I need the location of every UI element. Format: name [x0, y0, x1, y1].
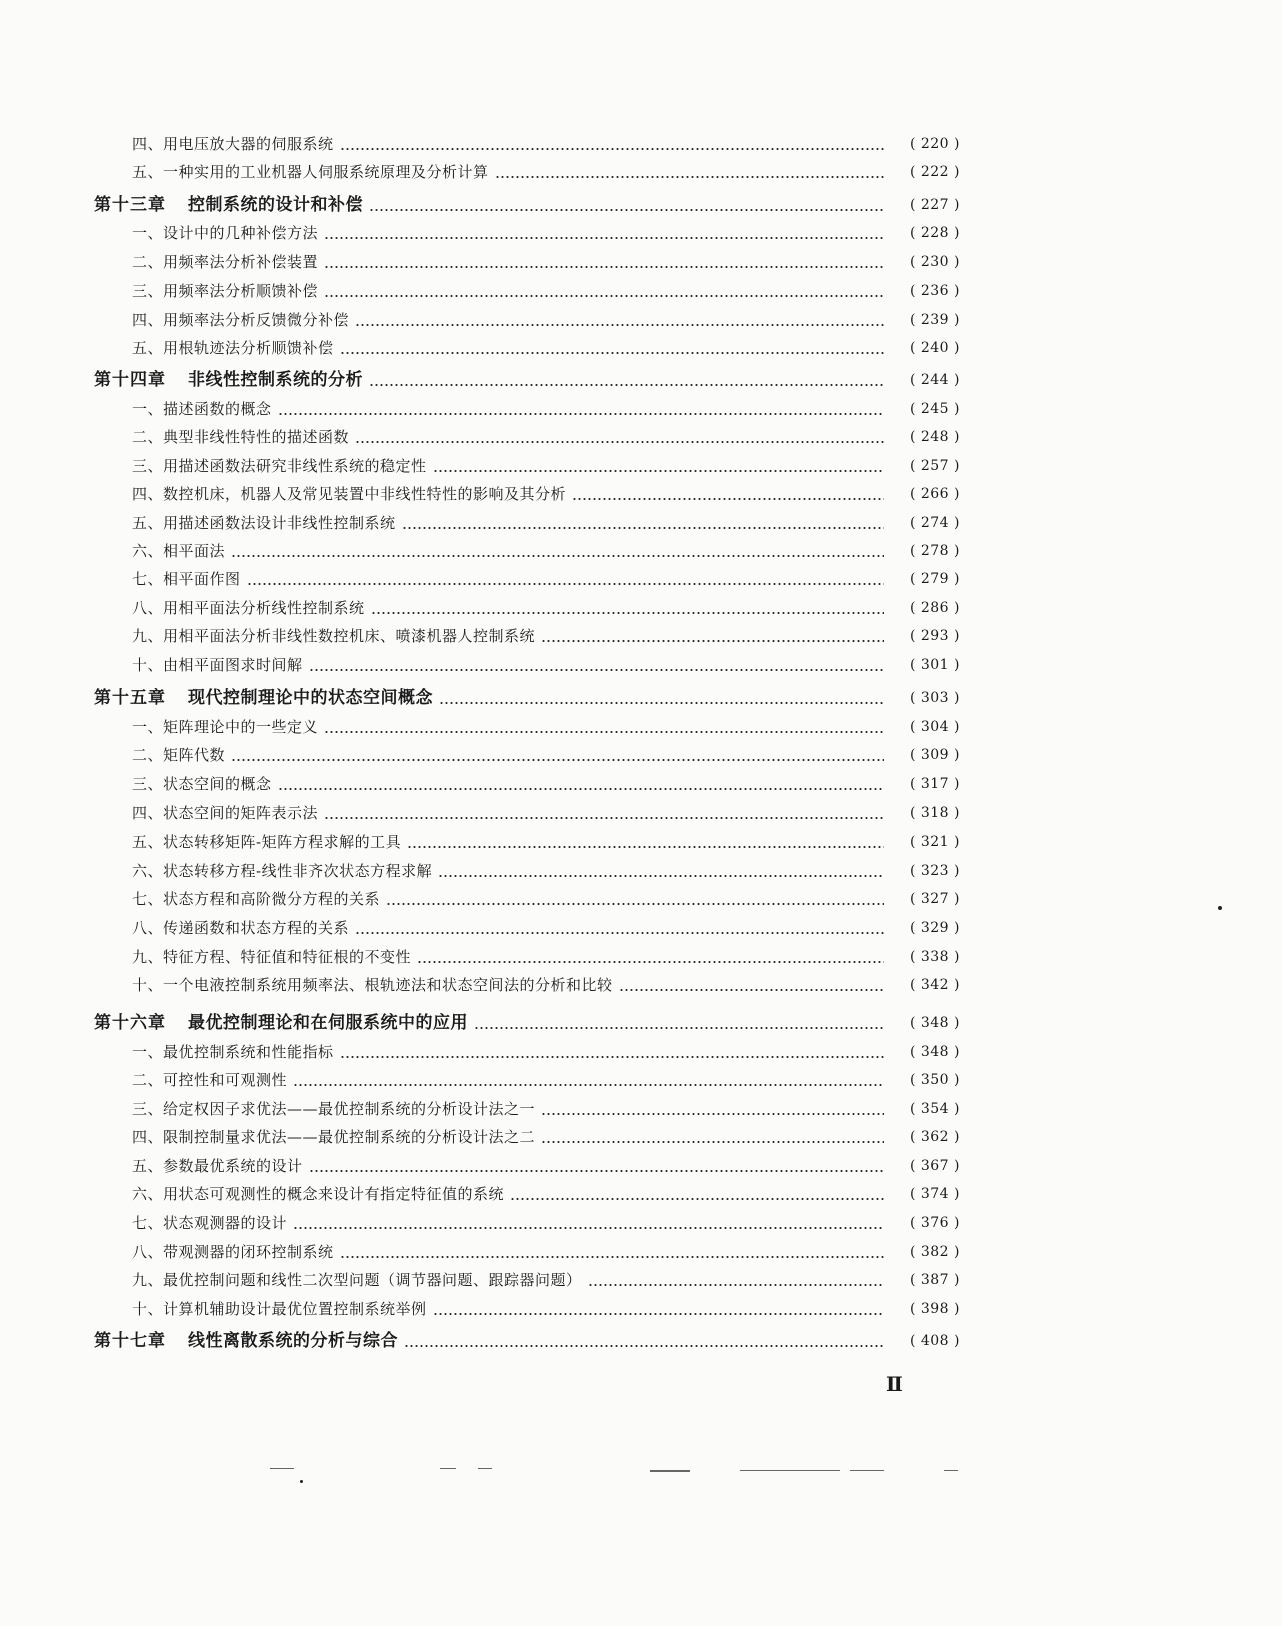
toc-page-number: ( 387 ) [909, 1272, 960, 1288]
toc-section-entry [132, 483, 960, 505]
toc-page-number: ( 236 ) [909, 283, 960, 299]
dot-leader [572, 483, 884, 505]
toc-page-number: ( 374 ) [909, 1186, 960, 1202]
dot-leader [433, 1298, 884, 1320]
scan-mark [478, 1468, 492, 1469]
toc-entry-title: 四、数控机床，机器人及常见装置中非线性特性的影响及其分析 [132, 485, 567, 503]
dot-leader [541, 1098, 884, 1120]
toc-entry-title: 十、计算机辅助设计最优位置控制系统举例 [132, 1300, 427, 1318]
toc-section-entry [132, 222, 960, 244]
dot-leader [619, 974, 884, 996]
dot-leader [402, 512, 884, 534]
dot-leader [278, 398, 884, 420]
toc-section-entry [132, 974, 960, 996]
toc-page-number: ( 327 ) [909, 891, 960, 907]
toc-chapter-entry [94, 687, 960, 709]
toc-section-entry [132, 597, 960, 619]
toc-entry-title: 七、相平面作图 [132, 570, 241, 588]
toc-entry-title: 一、最优控制系统和性能指标 [132, 1043, 334, 1061]
toc-entry-title: 五、一种实用的工业机器人伺服系统原理及分析计算 [132, 163, 489, 181]
toc-page-number: ( 354 ) [909, 1101, 960, 1117]
toc-entry-title: 十、由相平面图求时间解 [132, 656, 303, 674]
toc-page-number: ( 309 ) [909, 747, 960, 763]
dot-leader [417, 946, 884, 968]
toc-section-entry [132, 802, 960, 824]
toc-section-entry [132, 309, 960, 331]
toc-page-number: ( 398 ) [909, 1301, 960, 1317]
chapter-title: 非线性控制系统的分析 [188, 370, 363, 390]
toc-page-number: ( 220 ) [909, 136, 960, 152]
chapter-number: 第十四章 [94, 370, 166, 390]
dot-leader [386, 888, 884, 910]
toc-entry-title: 一、矩阵理论中的一些定义 [132, 718, 319, 736]
toc-entry-title: 三、状态空间的概念 [132, 775, 272, 793]
dot-leader [355, 426, 884, 448]
toc-section-entry [132, 337, 960, 359]
toc-section-entry [132, 280, 960, 302]
toc-section-entry [132, 1241, 960, 1263]
toc-page-number: ( 376 ) [909, 1215, 960, 1231]
dot-leader [433, 455, 884, 477]
toc-section-entry [132, 455, 960, 477]
toc-page-number: ( 230 ) [909, 254, 960, 270]
dot-leader [231, 540, 884, 562]
toc-entry-title [94, 369, 369, 391]
chapter-title: 线性离散系统的分析与综合 [188, 1331, 398, 1351]
toc-entry-title: 九、特征方程、特征值和特征根的不变性 [132, 948, 412, 966]
scan-speck [1218, 906, 1222, 910]
toc-page-number: ( 278 ) [909, 543, 960, 559]
toc-section-entry [132, 1126, 960, 1148]
toc-entry-title: 四、用频率法分析反馈微分补偿 [132, 311, 350, 329]
toc-section-entry [132, 888, 960, 910]
toc-page-number: ( 323 ) [909, 863, 960, 879]
toc-page-number: ( 348 ) [909, 1015, 960, 1031]
toc-page-number: ( 367 ) [909, 1158, 960, 1174]
toc-page-number: ( 304 ) [909, 719, 960, 735]
page-number: Ⅱ [886, 1372, 903, 1396]
toc-entry-title: 四、用电压放大器的伺服系统 [132, 135, 334, 153]
toc-entry-title [94, 1012, 474, 1034]
dot-leader [278, 773, 884, 795]
toc-entry-title [94, 1330, 404, 1352]
toc-entry-title: 五、用根轨迹法分析顺馈补偿 [132, 339, 334, 357]
toc-chapter-entry [94, 194, 960, 216]
toc-section-entry [132, 1269, 960, 1291]
toc-entry-title [94, 687, 439, 709]
toc-section-entry [132, 161, 960, 183]
dot-leader [407, 831, 884, 853]
dot-leader [541, 1126, 884, 1148]
toc-section-entry [132, 426, 960, 448]
toc-section-entry [132, 1298, 960, 1320]
scan-mark [740, 1470, 840, 1471]
chapter-title: 现代控制理论中的状态空间概念 [188, 688, 433, 708]
toc-section-entry [132, 744, 960, 766]
toc-chapter-entry [94, 1330, 960, 1352]
scan-mark [440, 1468, 456, 1469]
toc-section-entry [132, 1155, 960, 1177]
toc-page-number: ( 321 ) [909, 834, 960, 850]
dot-leader [439, 687, 884, 709]
toc-section-entry [132, 540, 960, 562]
toc-section-entry [132, 1212, 960, 1234]
toc-section-entry [132, 946, 960, 968]
toc-page-number: ( 342 ) [909, 977, 960, 993]
toc-page-number: ( 350 ) [909, 1072, 960, 1088]
toc-entry-title: 一、描述函数的概念 [132, 400, 272, 418]
dot-leader [324, 280, 884, 302]
toc-entry-title: 二、可控性和可观测性 [132, 1071, 288, 1089]
toc-section-entry [132, 512, 960, 534]
dot-leader [495, 161, 884, 183]
toc-entry-title: 六、用状态可观测性的概念来设计有指定特征值的系统 [132, 1185, 505, 1203]
scan-mark [270, 1468, 294, 1469]
toc-entry-title: 八、带观测器的闭环控制系统 [132, 1243, 334, 1261]
toc-page-number: ( 257 ) [909, 458, 960, 474]
toc-section-entry [132, 398, 960, 420]
toc-entry-title: 四、限制控制量求优法——最优控制系统的分析设计法之二 [132, 1128, 536, 1146]
chapter-number: 第十五章 [94, 688, 166, 708]
toc-page-number: ( 317 ) [909, 776, 960, 792]
dot-leader [247, 568, 884, 590]
toc-entry-title: 四、状态空间的矩阵表示法 [132, 804, 319, 822]
toc-page-number: ( 286 ) [909, 600, 960, 616]
dot-leader [340, 133, 884, 155]
toc-page-number: ( 318 ) [909, 805, 960, 821]
toc-page-number: ( 245 ) [909, 401, 960, 417]
dot-leader [231, 744, 884, 766]
toc-section-entry [132, 251, 960, 273]
toc-section-entry [132, 1041, 960, 1063]
toc-page-number: ( 348 ) [909, 1044, 960, 1060]
toc-section-entry [132, 133, 960, 155]
toc-entry-title: 二、矩阵代数 [132, 746, 226, 764]
toc-section-entry [132, 568, 960, 590]
toc-page-number: ( 329 ) [909, 920, 960, 936]
toc-page-number: ( 301 ) [909, 657, 960, 673]
toc-section-entry [132, 831, 960, 853]
chapter-title: 最优控制理论和在伺服系统中的应用 [188, 1013, 468, 1033]
toc-section-entry [132, 773, 960, 795]
toc-entry-title: 五、状态转移矩阵-矩阵方程求解的工具 [132, 833, 402, 851]
toc-entry-title: 五、用描述函数法设计非线性控制系统 [132, 514, 396, 532]
toc-page-number: ( 338 ) [909, 949, 960, 965]
toc-section-entry [132, 917, 960, 939]
toc-entry-title: 七、状态观测器的设计 [132, 1214, 288, 1232]
toc-chapter-entry [94, 1012, 960, 1034]
toc-page-number: ( 240 ) [909, 340, 960, 356]
toc-section-entry [132, 654, 960, 676]
toc-page-number: ( 228 ) [909, 225, 960, 241]
dot-leader [309, 1155, 884, 1177]
dot-leader [371, 597, 884, 619]
toc-entry-title: 六、相平面法 [132, 542, 226, 560]
dot-leader [340, 1241, 884, 1263]
toc-chapter-entry [94, 369, 960, 391]
toc-page-number: ( 222 ) [909, 164, 960, 180]
dot-leader [309, 654, 884, 676]
toc-page-number: ( 266 ) [909, 486, 960, 502]
toc-entry-title: 七、状态方程和高阶微分方程的关系 [132, 890, 381, 908]
toc-section-entry [132, 625, 960, 647]
toc-entry-title: 二、用频率法分析补偿装置 [132, 253, 319, 271]
toc-entry-title: 三、用频率法分析顺馈补偿 [132, 282, 319, 300]
toc-entry-title: 九、用相平面法分析非线性数控机床、喷漆机器人控制系统 [132, 627, 536, 645]
dot-leader [588, 1269, 884, 1291]
scan-mark [944, 1470, 958, 1471]
chapter-number: 第十七章 [94, 1331, 166, 1351]
toc-page-number: ( 248 ) [909, 429, 960, 445]
dot-leader [369, 194, 884, 216]
toc-section-entry [132, 1069, 960, 1091]
toc-page-number: ( 239 ) [909, 312, 960, 328]
toc-page-number: ( 293 ) [909, 628, 960, 644]
toc-entry-title: 八、传递函数和状态方程的关系 [132, 919, 350, 937]
scan-speck [300, 1480, 303, 1483]
dot-leader [438, 860, 884, 882]
scan-mark [650, 1470, 690, 1472]
dot-leader [293, 1069, 884, 1091]
toc-entry-title: 二、典型非线性特性的描述函数 [132, 428, 350, 446]
dot-leader [369, 369, 884, 391]
dot-leader [324, 802, 884, 824]
toc-page-number: ( 274 ) [909, 515, 960, 531]
scan-mark [850, 1470, 884, 1471]
toc-entry-title: 十、一个电液控制系统用频率法、根轨迹法和状态空间法的分析和比较 [132, 976, 613, 994]
toc-section-entry [132, 860, 960, 882]
toc-entry-title [94, 194, 369, 216]
dot-leader [324, 716, 884, 738]
dot-leader [541, 625, 884, 647]
toc-entry-title: 五、参数最优系统的设计 [132, 1157, 303, 1175]
toc-entry-title: 一、设计中的几种补偿方法 [132, 224, 319, 242]
toc-page-number: ( 227 ) [909, 197, 960, 213]
toc-section-entry [132, 716, 960, 738]
toc-page-number: ( 408 ) [909, 1333, 960, 1349]
toc-entry-title: 三、给定权因子求优法——最优控制系统的分析设计法之一 [132, 1100, 536, 1118]
dot-leader [340, 337, 884, 359]
toc-entry-title: 六、状态转移方程-线性非齐次状态方程求解 [132, 862, 433, 880]
chapter-number: 第十六章 [94, 1013, 166, 1033]
toc-section-entry [132, 1183, 960, 1205]
dot-leader [355, 309, 884, 331]
dot-leader [510, 1183, 884, 1205]
dot-leader [324, 222, 884, 244]
chapter-title: 控制系统的设计和补偿 [188, 195, 363, 215]
toc-entry-title: 九、最优控制问题和线性二次型问题（调节器问题、跟踪器问题） [132, 1271, 582, 1289]
toc-page-number: ( 362 ) [909, 1129, 960, 1145]
toc-page-number: ( 244 ) [909, 372, 960, 388]
toc-entry-title: 八、用相平面法分析线性控制系统 [132, 599, 365, 617]
toc-page-number: ( 279 ) [909, 571, 960, 587]
dot-leader [340, 1041, 884, 1063]
dot-leader [355, 917, 884, 939]
dot-leader [293, 1212, 884, 1234]
chapter-number: 第十三章 [94, 195, 166, 215]
dot-leader [404, 1330, 884, 1352]
toc-page-number: ( 303 ) [909, 690, 960, 706]
toc-page-number: ( 382 ) [909, 1244, 960, 1260]
dot-leader [324, 251, 884, 273]
toc-entry-title: 三、用描述函数法研究非线性系统的稳定性 [132, 457, 427, 475]
dot-leader [474, 1012, 884, 1034]
toc-section-entry [132, 1098, 960, 1120]
